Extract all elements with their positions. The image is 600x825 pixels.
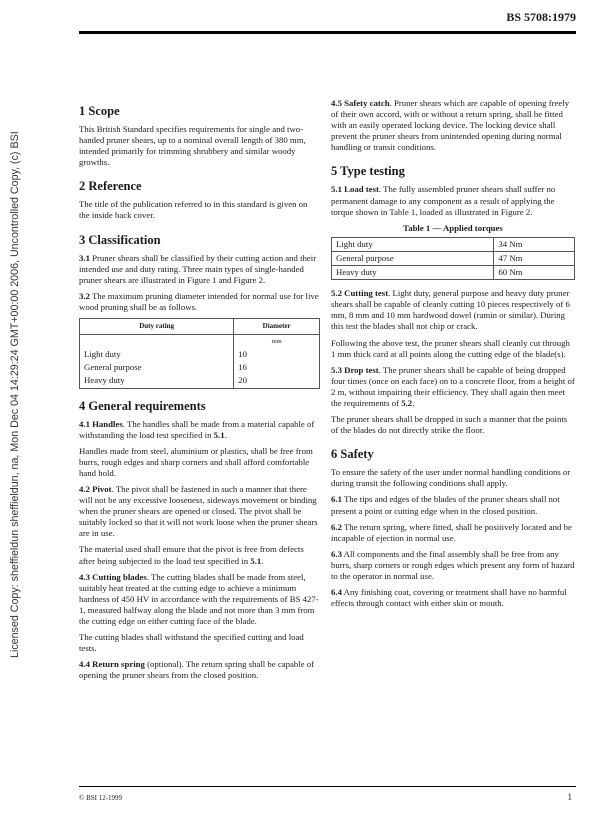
section-heading-scope: 1 Scope (79, 104, 120, 118)
table-row: Light duty 10 (80, 348, 320, 361)
document-code: BS 5708:1979 (506, 10, 576, 24)
table-unit: mm (234, 335, 320, 349)
license-sidebar (6, 92, 22, 658)
page-number: 1 (567, 792, 572, 802)
clause-6-4: 6.4 Any finishing coat, covering or treatment shall have no harmful effects through contact with either skin or mouth. (331, 587, 567, 609)
clause-6-3: 6.3 All components and the final assembly shall be free from any burrs, sharp corners or rough edges which present any form of hazard to the operator in normal use. (331, 548, 575, 581)
clause-4-1-para2: Handles made from steel, aluminium or plastics, shall be free from burrs, rough edges and sharp corners and shall afford comfortable hand hold. (79, 445, 313, 478)
clause-4-1: 4.1 Handles. The handles shall be made from a material capable of withstanding the load test specified in 5.1. (79, 418, 315, 440)
safety-intro: To ensure the safety of the user under normal handling conditions or during transit the following conditions shall apply. (331, 467, 571, 489)
table-title: Table 1 — Applied torques (403, 222, 503, 233)
table-row: Heavy duty 60 Nm (332, 266, 575, 280)
right-column (331, 98, 575, 614)
table-header-duty: Duty rating (80, 319, 234, 335)
clause-4-2-para2: The material used shall ensure that the pivot is free from defects after being subjected to the load test specified in 5.1. (79, 544, 304, 566)
section-heading-type-testing: 5 Type testing (331, 164, 405, 179)
clause-3-2: 3.2 The maximum pruning diameter intended for normal use for live wood pruning shall be as follows. (79, 290, 319, 312)
reference-text: The title of the publication referred to in this standard is given on the inside back cover. (79, 199, 308, 221)
scope-text: This British Standard specifies requirements for single and two-handed pruner shears, up to a nominal overall length of 380 mm, intended primarily for trimming shrubbery and similar woody growths. (79, 124, 306, 168)
section-heading-general: 4 General requirements (79, 398, 206, 413)
table-row: General purpose 47 Nm (332, 251, 575, 265)
clause-5-2-para2: Following the above test, the pruner shears shall cleanly cut through 1 mm thick card at all points along the cutting edge of the blade(s). (331, 337, 570, 359)
left-column (79, 104, 320, 686)
clause-6-1: 6.1 The tips and edges of the blades of the pruner shears shall not present a point or cutting edge when in the closed position. (331, 494, 560, 516)
clause-4-2: 4.2 Pivot. The pivot shall be fastened in such a manner that there will not be any excessive looseness, sideways movement or binding when the pruner shears are opened or closed. The pivot shall be suitably locked so that it will not work loose when the pruner shears are in use. (79, 483, 318, 539)
section-heading-safety: 6 Safety (331, 447, 374, 462)
section-heading-reference: 2 Reference (79, 179, 142, 194)
diameter-table (79, 318, 320, 388)
clause-4-3: 4.3 Cutting blades. The cutting blades shall be made from steel, suitably heat treated at the cutting edge to achieve a minimum hardness of 450 HV in accordance with the requirements of BS 427-1, measured halfway along the blade and not more than 3 mm from the cutting edge on either cutting face of the blade. (79, 571, 319, 626)
clause-4-3-para2: The cutting blades shall withstand the specified cutting and load tests. (79, 632, 304, 654)
table-row: Light duty 34 Nm (332, 237, 575, 251)
clause-5-1: 5.1 Load test. The fully assembled pruner shears shall suffer no permanent damage to any component as a result of applying the torque shown in Table 1, loaded as illustrated in Figure 2. (331, 184, 556, 217)
clause-3-1: 3.1 Pruner shears shall be classified by their cutting action and their intended use and duty rating. Three main types of single-handed pruner shears are illustrated in Figure 1 and Figure 2. (79, 252, 317, 285)
table-row: Heavy duty 20 (80, 374, 320, 388)
clause-6-2: 6.2 The return spring, where fitted, shall be positively located and be incapable of ejection in normal use. (331, 521, 572, 543)
clause-5-3: 5.3 Drop test. The pruner shears shall be capable of being dropped four times (once on each face) on to a concrete floor, from a height of 2 m, without impairing their efficiency. They shall again then meet the requirements of 5.2. (331, 364, 575, 408)
section-heading-classification: 3 Classification (79, 232, 161, 247)
clause-4-5: 4.5 Safety catch. Pruner shears which are capable of opening freely of their own accord, with or without a return spring, shall be fitted with an easily operated locking device. The locking device shall prevent the pruner shears from unintended opening during normal handling or transit conditions. (331, 98, 570, 153)
clause-5-2: 5.2 Cutting test. Light duty, general purpose and heavy duty pruner shears shall be capable of cleanly cutting 10 pieces respectively of 6 mm, 8 mm and 10 mm hardwood dowel (ramin or similar). During this test the blades shall not chip or crack. (331, 288, 570, 332)
license-notice: Licensed Copy: sheffieldun sheffieldun, na, Mon Dec 04 14:29:24 GMT+00:00 2006, Uncontrolled Copy, (c) BSI (9, 131, 21, 658)
copyright-notice: © BSI 12-1999 (79, 794, 123, 802)
clause-5-3-para2: The pruner shears shall be dropped in such a manner that the points of the blades do not directly strike the floor. (331, 414, 568, 436)
clause-4-4: 4.4 Return spring (optional). The return spring shall be capable of opening the pruner shears from the closed position. (79, 659, 315, 681)
footer-rule (79, 786, 576, 787)
torque-table (331, 237, 575, 280)
table-header-diameter: Diameter (234, 319, 320, 335)
table-row: General purpose 16 (80, 361, 320, 374)
header-rule (79, 31, 576, 34)
